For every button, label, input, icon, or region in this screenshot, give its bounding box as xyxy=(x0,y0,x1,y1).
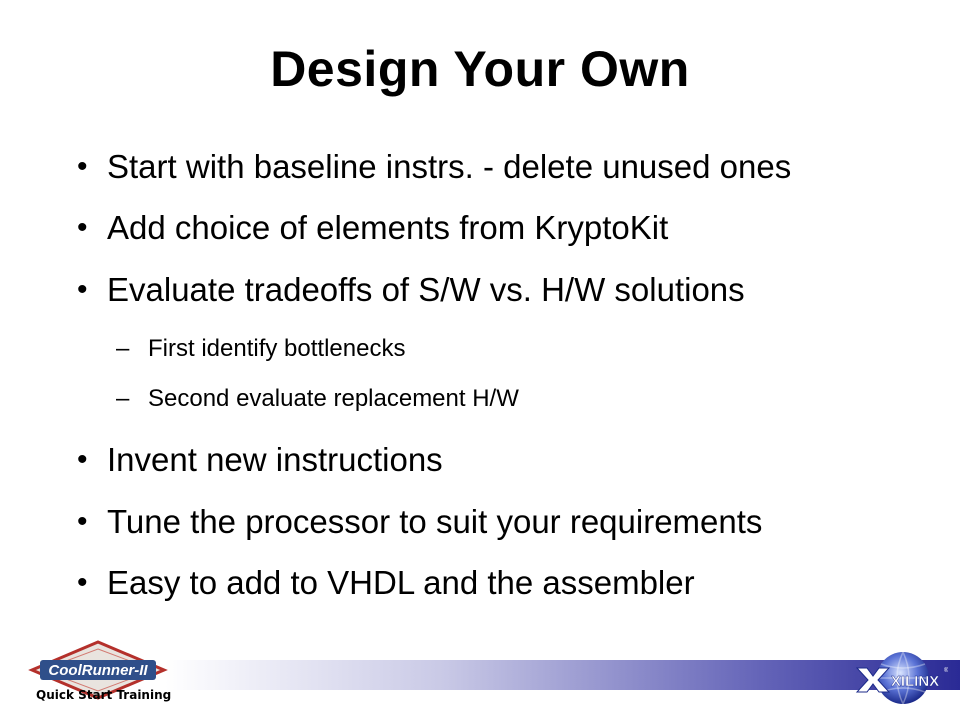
bullet-item xyxy=(77,147,792,187)
bullet-marker: • xyxy=(77,150,88,183)
svg-text:CoolRunner-II: CoolRunner-II xyxy=(48,662,148,679)
bullet-text: Tune the processor to suit your requirements xyxy=(107,503,763,540)
bullet-marker: • xyxy=(77,273,88,306)
bullet-marker: • xyxy=(77,505,88,538)
bullet-item xyxy=(77,208,669,248)
bullet-item xyxy=(77,270,745,310)
footer-gradient-band xyxy=(165,660,960,690)
svg-text:XILINX: XILINX xyxy=(890,673,940,690)
dash-marker: – xyxy=(116,385,130,412)
sub-bullet-text: Second evaluate replacement H/W xyxy=(148,385,519,412)
bullet-text: Start with baseline instrs. - delete unused ones xyxy=(107,148,792,185)
sub-bullet-item xyxy=(116,334,406,364)
bullet-item xyxy=(77,502,763,542)
xilinx-logo xyxy=(853,650,948,706)
bullet-marker: • xyxy=(77,443,88,476)
bullet-item xyxy=(77,440,443,480)
bullet-text: Add choice of elements from KryptoKit xyxy=(107,209,669,246)
svg-text:®: ® xyxy=(944,668,948,674)
bullet-text: Invent new instructions xyxy=(107,441,443,478)
dash-marker: – xyxy=(116,335,130,362)
sub-bullet-text: First identify bottlenecks xyxy=(148,335,406,362)
sub-bullet-item xyxy=(116,384,519,414)
bullet-marker: • xyxy=(77,211,88,244)
footer-caption: Quick Start Training xyxy=(36,688,172,702)
bullet-text: Evaluate tradeoffs of S/W vs. H/W solutions xyxy=(107,271,745,308)
bullet-text: Easy to add to VHDL and the assembler xyxy=(107,564,695,601)
bullet-item xyxy=(77,563,695,603)
slide-title: Design Your Own xyxy=(270,41,690,97)
bullet-marker: • xyxy=(77,566,88,599)
